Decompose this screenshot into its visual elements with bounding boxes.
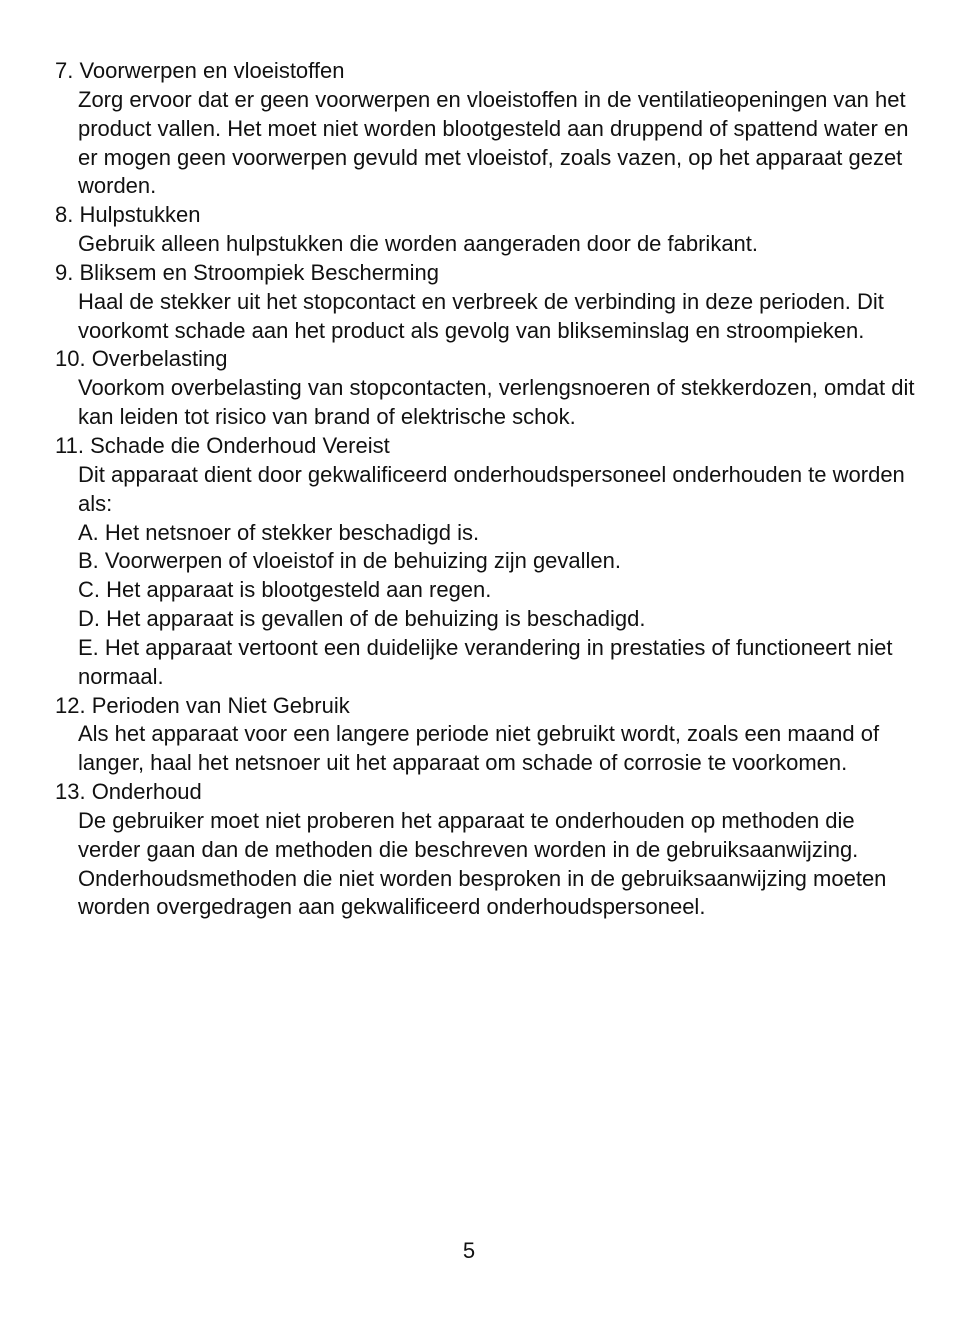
section-body: De gebruiker moet niet proberen het apparaat te onderhouden op methoden die verder gaan dan de methoden die beschreven worden in de gebruiksaanwijzing. Onderhoudsmethoden die niet worden besproken in de gebruiksaanwijzing moeten worden overgedragen aan gekwalificeerd onderhoudspersoneel. [78,807,887,920]
section-7 [55,57,915,201]
section-13 [55,778,915,922]
section-heading: 13. Onderhoud [55,779,202,805]
section-body: Haal de stekker uit het stopcontact en verbreek de verbinding in deze perioden. Dit voorkomt schade aan het product als gevolg van blikseminslag en stroompieken. [78,288,884,343]
section-body: Dit apparaat dient door gekwalificeerd onderhoudspersoneel onderhouden te worden als: [78,461,905,516]
page-number: 5 [462,1238,476,1263]
list-item: A. Het netsnoer of stekker beschadigd is. [78,519,480,545]
section-body: Gebruik alleen hulpstukken die worden aangeraden door de fabrikant. [78,231,759,257]
section-11 [55,432,915,692]
list-item: C. Het apparaat is blootgesteld aan regen. [78,577,492,603]
section-body: Voorkom overbelasting van stopcontacten, verlengsnoeren of stekkerdozen, omdat dit kan leiden tot risico van brand of elektrische schok. [78,375,915,430]
list-item: D. Het apparaat is gevallen of de behuizing is beschadigd. [78,606,646,632]
section-heading: 7. Voorwerpen en vloeistoffen [55,58,345,83]
section-body: Zorg ervoor dat er geen voorwerpen en vloeistoffen in de ventilatieopeningen van het product vallen. Het moet niet worden blootgesteld aan druppend of spattend water en er mogen geen voorwerpen gevuld met vloeistof, zoals vazen, op het apparaat gezet worden. [78,86,909,199]
section-heading: 9. Bliksem en Stroompiek Bescherming [55,259,439,285]
section-heading: 10. Overbelasting [55,346,228,372]
list-item: B. Voorwerpen of vloeistof in de behuizing zijn gevallen. [78,548,622,574]
section-8 [55,201,915,259]
section-heading: 12. Perioden van Niet Gebruik [55,692,350,718]
list-item: E. Het apparaat vertoont een duidelijke verandering in prestaties of functioneert niet normaal. [78,634,893,689]
section-heading: 11. Schade die Onderhoud Vereist [55,432,390,458]
section-9 [55,259,915,346]
section-10 [55,345,915,432]
document-page [55,57,915,922]
section-heading: 8. Hulpstukken [55,202,201,228]
section-body: Als het apparaat voor een langere periode niet gebruikt wordt, zoals een maand of langer, haal het netsnoer uit het apparaat om schade of corrosie te voorkomen. [78,721,880,776]
section-12 [55,692,915,779]
